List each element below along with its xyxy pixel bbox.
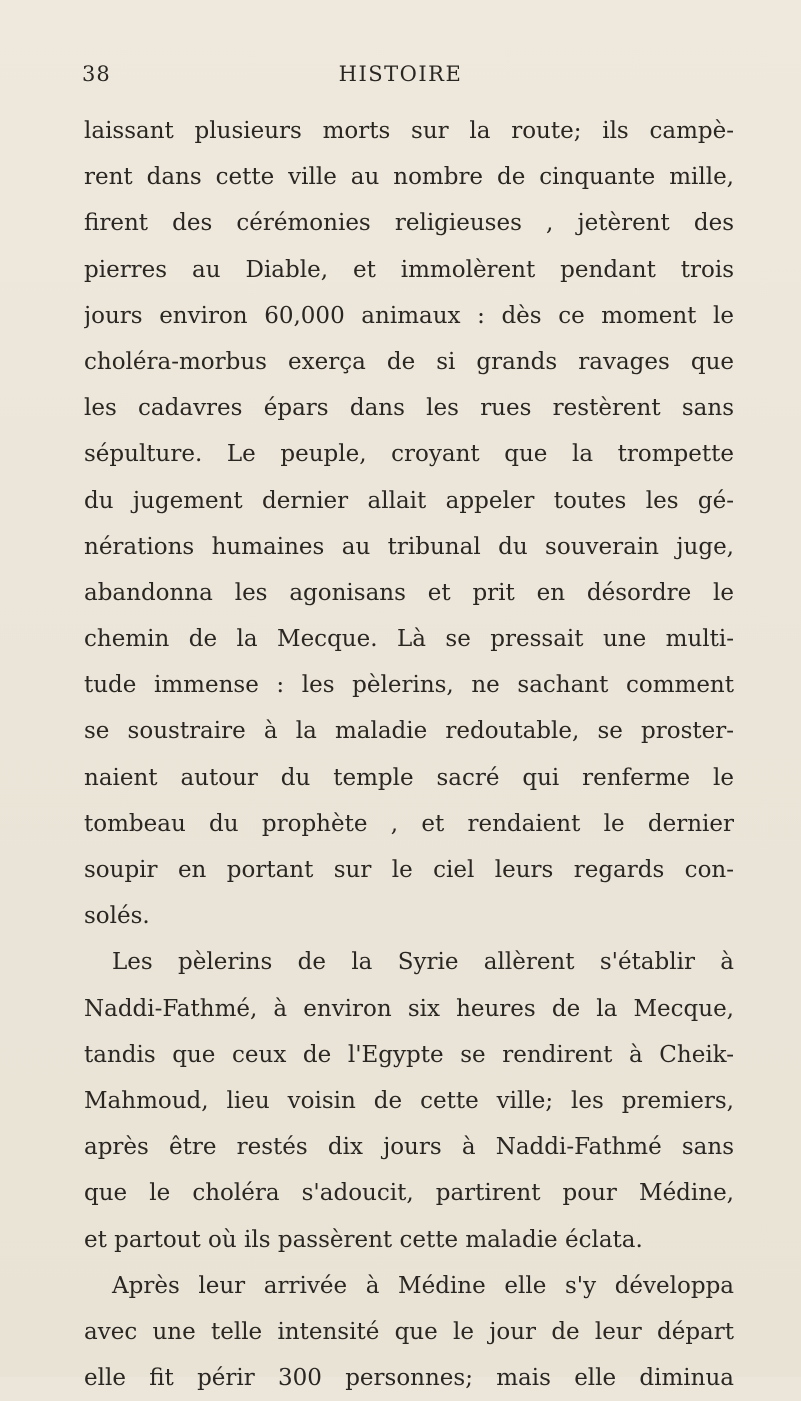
text-line: tombeau du prophète , et rendaient le dernier <box>84 810 734 837</box>
body-text <box>84 108 734 1401</box>
text-line: se soustraire à la maladie redoutable, se proster- <box>84 718 734 745</box>
page-header <box>0 62 801 92</box>
text-line: les cadavres épars dans les rues restèrent sans <box>84 395 734 422</box>
text-line: du jugement dernier allait appeler toutes les gé- <box>84 487 734 514</box>
text-line: Les pèlerins de la Syrie allèrent s'établir à <box>112 949 734 976</box>
text-line: jours environ 60,000 animaux : dès ce moment le <box>84 302 734 329</box>
text-line: Après leur arrivée à Médine elle s'y développa <box>112 1272 734 1299</box>
text-line: après être restés dix jours à Naddi-Fathmé sans <box>84 1134 734 1161</box>
text-line: et partout où ils passèrent cette maladie éclata. <box>84 1226 643 1253</box>
text-line: Mahmoud, lieu voisin de cette ville; les premiers, <box>84 1087 734 1114</box>
text-line: rent dans cette ville au nombre de cinquante mille, <box>84 164 734 191</box>
text-line: chemin de la Mecque. Là se pressait une multi- <box>84 626 734 653</box>
text-line: solés. <box>84 903 150 930</box>
text-line: que le choléra s'adoucit, partirent pour Médine, <box>84 1180 734 1207</box>
running-title: HISTOIRE <box>338 62 463 86</box>
text-line: avec une telle intensité que le jour de leur départ <box>84 1318 734 1345</box>
text-line: soupir en portant sur le ciel leurs regards con- <box>84 857 734 883</box>
text-line: sépulture. Le peuple, croyant que la trompette <box>84 441 734 468</box>
text-line: tandis que ceux de l'Egypte se rendirent à Cheik- <box>84 1041 734 1068</box>
text-line: naient autour du temple sacré qui renferme le <box>84 764 734 791</box>
text-line: firent des cérémonies religieuses , jetèrent des <box>84 210 734 237</box>
page-number: 38 <box>82 62 111 86</box>
text-line: abandonna les agonisans et prit en désordre le <box>84 579 734 606</box>
text-line: pierres au Diable, et immolèrent pendant trois <box>84 256 734 283</box>
text-line: choléra-morbus exerça de si grands ravages que <box>84 348 734 375</box>
text-line: nérations humaines au tribunal du souverain juge, <box>84 533 734 560</box>
text-line: tude immense : les pèlerins, ne sachant comment <box>84 672 734 699</box>
text-line: elle fit périr 300 personnes; mais elle diminua <box>84 1365 734 1392</box>
text-line: laissant plusieurs morts sur la route; ils campè- <box>84 118 734 144</box>
text-line: Naddi-Fathmé, à environ six heures de la Mecque, <box>84 995 734 1022</box>
